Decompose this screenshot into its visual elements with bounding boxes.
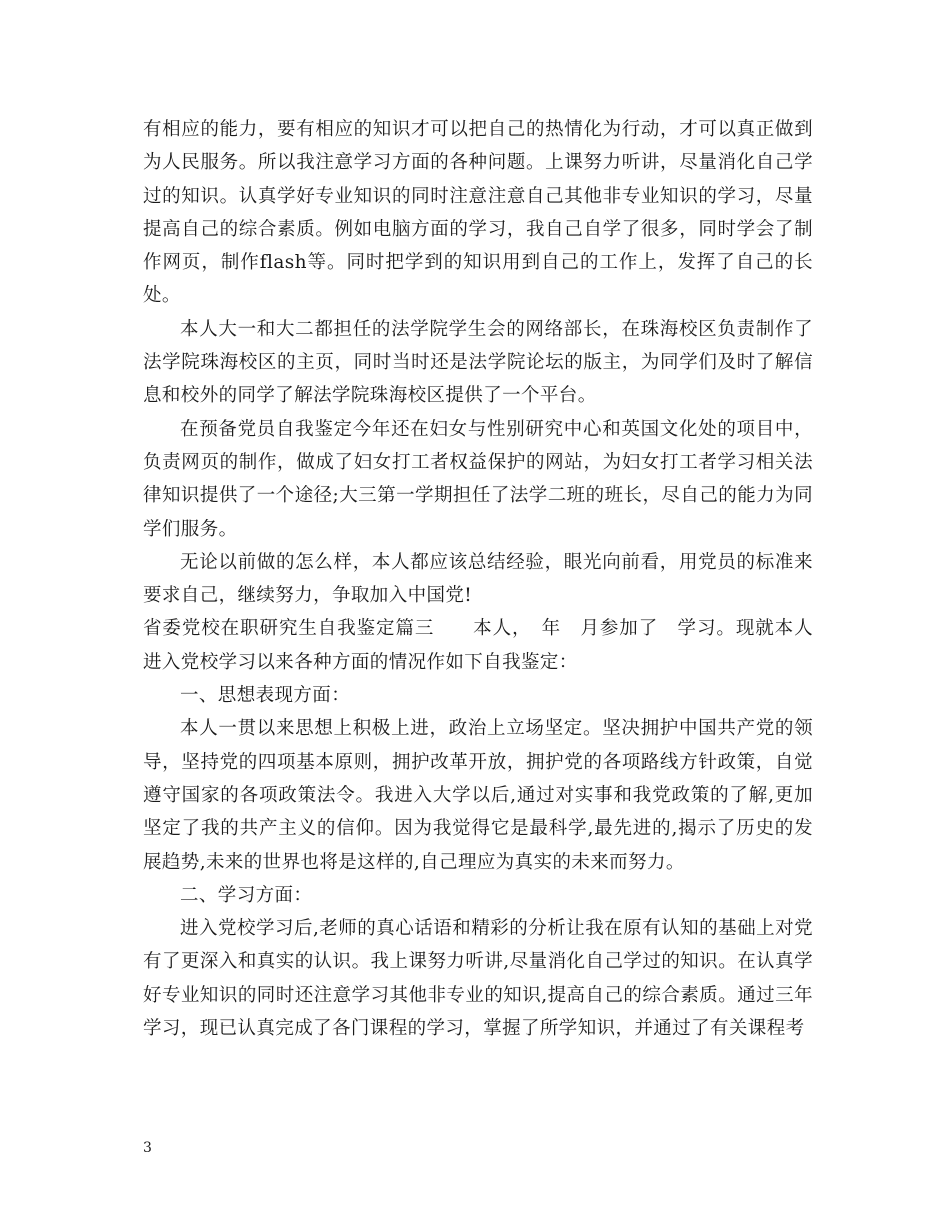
paragraph: 无论以前做的怎么样，本人都应该总结经验，眼光向前看，用党员的标准来要求自己，继续努力，争取加入中国党!: [143, 551, 813, 607]
page-number: 3: [143, 1140, 152, 1156]
paragraph: 省委党校在职研究生自我鉴定篇三 本人， 年 月参加了 学习。现就本人进入党校学习以来各种方面的情况作如下自我鉴定：: [143, 618, 813, 673]
paragraph: 有相应的能力，要有相应的知识才可以把自己的热情化为行动，才可以真正做到为人民服务。所以我注意学习方面的各种问题。上课努力听讲，尽量消化自己学过的知识。认真学好专业知识的同时注意注意自己其他非专业知识的学习，尽量提高自己的综合素质。例如电脑方面的学习，我自己自学了很多，同时学会了制作网页，制作flash等。同时把学到的知识用到自己的工作上，发挥了自己的长处。: [143, 119, 813, 307]
paragraph: 进入党校学习后,老师的真心话语和精彩的分析让我在原有认知的基础上对党有了更深入和真实的认识。我上课努力听讲,尽量消化自己学过的知识。在认真学好专业知识的同时还注意学习其他非专业的知识,提高自己的综合素质。通过三年学习，现已认真完成了各门课程的学习，掌握了所学知识，并通过了有关课程考: [143, 918, 813, 1040]
paragraph: 本人一贯以来思想上积极上进，政治上立场坚定。坚决拥护中国共产党的领导，坚持党的四项基本原则，拥护改革开放，拥护党的各项路线方针政策，自觉遵守国家的各项政策法令。我进入大学以后,通过对实事和我党政策的了解,更加坚定了我的共产主义的信仰。因为我觉得它是最科学,最先进的,揭示了历史的发展趋势,未来的世界也将是这样的,自己理应为真实的未来而努力。: [143, 718, 813, 873]
section-heading: 一、思想表现方面：: [180, 685, 351, 707]
body-text: [143, 113, 813, 1045]
paragraph: 在预备党员自我鉴定今年还在妇女与性别研究中心和英国文化处的项目中，负责网页的制作，做成了妇女打工者权益保护的网站，为妇女打工者学习相关法律知识提供了一个途径;大三第一学期担任了法学二班的班长，尽自己的能力为同学们服务。: [143, 418, 813, 540]
paragraph: 本人大一和大二都担任的法学院学生会的网络部长，在珠海校区负责制作了法学院珠海校区的主页，同时当时还是法学院论坛的版主，为同学们及时了解信息和校外的同学了解法学院珠海校区提供了一个平台。: [143, 318, 813, 407]
section-heading: 二、学习方面：: [180, 884, 313, 906]
